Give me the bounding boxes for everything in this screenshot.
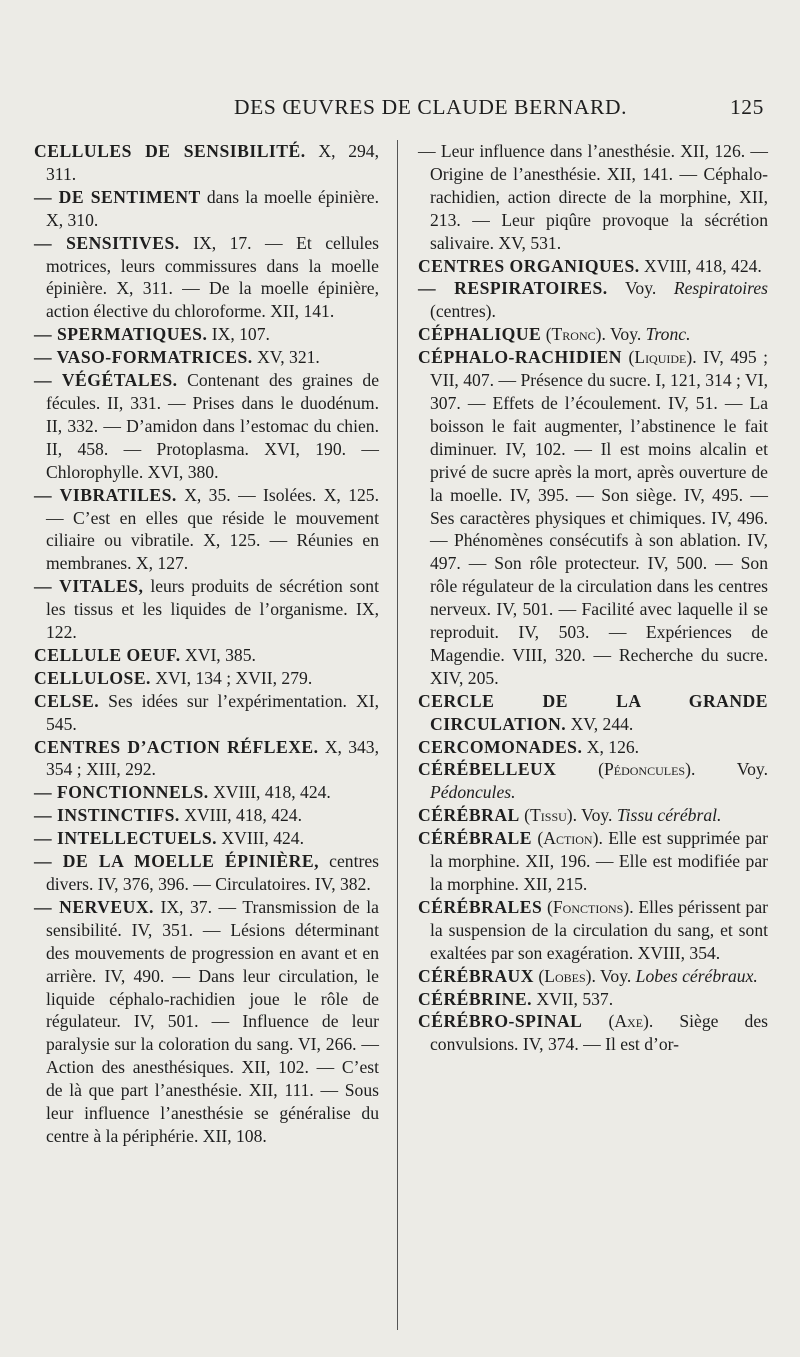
entry-text: Voy. — [695, 759, 768, 780]
index-entry — [34, 140, 379, 186]
entry-text: XVII, 537. — [532, 988, 614, 1009]
index-entry — [418, 804, 768, 827]
entry-headword: — VITALES, — [34, 576, 144, 597]
entry-text: — Leur influence dans l’anesthésie. XII, 126. — Origine de l’anesthésie. XII, 141. — Céphalo-rachidien, action directe de la morphine, XII, 213. — Leur piqûre provoque la sécrétion salivaire. XV, 531. — [418, 141, 768, 253]
index-entry — [418, 277, 768, 323]
entry-text: dans la moelle épinière. X, 310. — [46, 186, 379, 230]
entry-text: Elle est supprimée par la morphine. XII, 196. — Elle est modifiée par la morphine. XII, 215. — [430, 828, 768, 894]
entry-headword: — SENSITIVES. — [34, 232, 180, 253]
entry-text: Voy. — [577, 805, 617, 826]
entry-qualifier: (Liquide). — [622, 347, 697, 368]
entry-headword: CERCLE DE LA GRANDE CIRCULATION. — [418, 690, 768, 734]
index-entry — [418, 827, 768, 896]
entry-headword: — NERVEUX. — [34, 896, 154, 917]
index-entry — [418, 758, 768, 804]
index-entry — [34, 667, 379, 690]
index-entry — [34, 850, 379, 896]
entry-text: Elles périssent par la suspension de la circulation du sang, et sont exaltées par son exagération. XVIII, 354. — [430, 896, 768, 963]
entry-headword: — VIBRATILES. — [34, 484, 177, 505]
left-column — [34, 140, 379, 1148]
entry-headword: — FONCTIONNELS. — [34, 782, 209, 803]
entry-qualifier: (Tronc). — [541, 324, 606, 345]
entry-headword: CÉRÉBRALE — [418, 828, 532, 849]
index-entry — [34, 644, 379, 667]
entry-text: IX, 37. — Transmission de la sensibilité. IV, 351. — Lésions déterminant des mouvements de progression en avant et en arrière. IV, 490. — Dans leur circulation, le liquide céphalo-rachidien joue le rôle de régulateur. IV, 501. — Influence de leur paralysie sur la coloration du sang. VI, 266. — Action des anesthésiques. XII, 102. — C’est de là que part l’anesthésie. XII, 111. — Sous leur influence l’anesthésie se généralise du centre à la périphérie. XII, 108. — [46, 896, 379, 1146]
entry-qualifier: (Axe). — [582, 1011, 654, 1032]
entry-text: XVIII, 418, 424. — [179, 805, 303, 826]
right-column — [418, 140, 768, 1056]
column-divider — [397, 140, 398, 1330]
entry-headword: CÉRÉBRAL — [418, 805, 520, 826]
page-number: 125 — [729, 95, 764, 119]
entry-headword: CÉRÉBRINE. — [418, 988, 533, 1009]
entry-cross-reference: Pédoncules. — [430, 782, 516, 803]
entry-cross-reference: Tissu cérébral. — [616, 805, 722, 826]
entry-headword: — DE LA MOELLE ÉPINIÈRE, — [34, 851, 319, 872]
entry-headword: CÉRÉBELLEUX — [418, 759, 557, 780]
entry-qualifier: (Fonctions). — [542, 896, 634, 917]
entry-headword: — RESPIRATOIRES. — [418, 278, 608, 299]
entry-text: Siège des convulsions. IV, 374. — Il est d’or- — [430, 1011, 768, 1055]
index-entry — [34, 690, 379, 736]
index-entry — [418, 255, 768, 278]
entry-text: X, 294, 311. — [46, 141, 379, 184]
index-entry — [418, 346, 768, 690]
index-entry — [418, 896, 768, 965]
entry-qualifier: (Tissu). — [519, 805, 578, 826]
index-entry — [34, 346, 379, 369]
entry-text: XVIII, 418, 424. — [208, 782, 331, 803]
entry-headword: CÉPHALO-RACHIDIEN — [418, 347, 622, 368]
entry-qualifier: (Pédoncules). — [556, 759, 696, 780]
entry-headword: CENTRES D’ACTION RÉFLEXE. — [34, 736, 319, 757]
index-entry — [418, 690, 768, 736]
entry-text: centres divers. IV, 376, 396. — Circulatoires. IV, 382. — [46, 851, 379, 894]
running-title: DES ŒUVRES DE CLAUDE BERNARD. — [234, 95, 628, 119]
index-entry — [34, 575, 379, 644]
index-entry — [34, 369, 379, 484]
entry-text: IX, 107. — [207, 324, 270, 345]
entry-cross-reference: Respiratoires — [673, 278, 768, 299]
entry-headword: CÉRÉBRAUX — [418, 965, 534, 986]
index-entry — [418, 988, 768, 1011]
entry-text: IV, 495 ; VII, 407. — Présence du sucre. I, 121, 314 ; VI, 307. — Effets de l’écoulement. IV, 51. — La boisson le fait augmenter, l’abstinence le fait diminuer. IV, 102. — Il est moins alcalin et privé de sucre après la mort, après ouverture de la moelle. IV, 395. — Son siège. IV, 495. — Ses caractères physiques et chimiques. IV, 496. — Phénomènes consécutifs à son ablation. IV, 497. — Son rôle protecteur. IV, 500. — Son rôle régulateur de la circulation dans les centres nerveux. IV, 501. — Facilité avec laquelle il se reproduit. IV, 503. — Expériences de Magendie. VIII, 320. — Recherche du sucre. XIV, 205. — [430, 347, 768, 688]
entry-text: Contenant des graines de fécules. II, 331. — Prises dans le duodénum. II, 332. — D’amidon dans l’estomac du chien. II, 458. — Protoplasma. XVI, 190. — Chlorophylle. XVI, 380. — [46, 370, 380, 482]
entry-text: X, 126. — [582, 736, 640, 757]
index-entry — [34, 781, 379, 804]
entry-headword: CELSE. — [34, 690, 100, 711]
index-entry — [34, 186, 379, 232]
entry-headword: CENTRES ORGANIQUES. — [418, 255, 640, 276]
entry-text: XVI, 385. — [180, 644, 256, 665]
index-entry — [34, 484, 379, 576]
entry-headword: — DE SENTIMENT — [34, 186, 201, 207]
index-entry — [34, 736, 379, 782]
entry-headword: — INSTINCTIFS. — [34, 805, 180, 826]
entry-headword: CELLULES DE SENSIBILITÉ. — [34, 141, 306, 161]
entry-qualifier: (Action). — [532, 828, 603, 849]
entry-cross-reference: Lobes cérébraux. — [635, 965, 758, 986]
index-entry — [418, 736, 768, 759]
entry-text: IX, 17. — Et cellules motrices, leurs commissures dans la moelle épinière. X, 311. — De la moelle épinière, action élective du chloroforme. XII, 141. — [46, 232, 379, 322]
index-entry — [34, 896, 379, 1148]
index-entry — [418, 965, 768, 988]
entry-text: XV, 244. — [566, 713, 634, 734]
entry-text: Voy. — [595, 965, 636, 986]
entry-text: XVIII, 418, 424. — [639, 255, 762, 276]
index-entry — [418, 140, 768, 255]
entry-headword: — VASO-FORMATRICES. — [34, 347, 253, 368]
index-entry — [34, 323, 379, 346]
entry-headword: CELLULE OEUF. — [34, 644, 181, 665]
entry-qualifier: (Lobes). — [533, 965, 596, 986]
entry-headword: CÉRÉBRALES — [418, 896, 543, 917]
entry-headword: — SPERMATIQUES. — [34, 324, 208, 345]
entry-text: Voy. — [605, 324, 646, 345]
entry-headword: — INTELLECTUELS. — [34, 828, 218, 849]
entry-text: XVIII, 424. — [217, 828, 305, 849]
entry-headword: CÉPHALIQUE — [418, 324, 542, 345]
entry-text: X, 343, 354 ; XIII, 292. — [46, 736, 379, 780]
entry-text: XV, 321. — [252, 347, 320, 368]
entry-text: XVI, 134 ; XVII, 279. — [150, 667, 313, 688]
entry-headword: CELLULOSE. — [34, 667, 151, 688]
entry-headword: CERCOMONADES. — [418, 736, 583, 757]
index-entry — [34, 232, 379, 324]
entry-headword: — VÉGÉTALES. — [34, 370, 178, 391]
entry-text: leurs produits de sécrétion sont les tissus et les liquides de l’organisme. IX, 122. — [46, 576, 379, 643]
index-entry — [418, 1010, 768, 1056]
entry-headword: CÉRÉBRO-SPINAL — [418, 1011, 583, 1032]
entry-text: Voy. — [607, 278, 674, 299]
entry-text: Ses idées sur l’expérimentation. XI, 545. — [46, 690, 379, 734]
entry-text: X, 35. — Isolées. X, 125. — C’est en elles que réside le mouvement ciliaire ou vibratile. X, 125. — Réunies en membranes. X, 127. — [46, 484, 379, 574]
index-entry — [34, 827, 379, 850]
entry-cross-reference: Tronc. — [645, 324, 691, 345]
index-entry — [418, 323, 768, 346]
entry-text: (centres). — [430, 301, 496, 322]
index-entry — [34, 804, 379, 827]
